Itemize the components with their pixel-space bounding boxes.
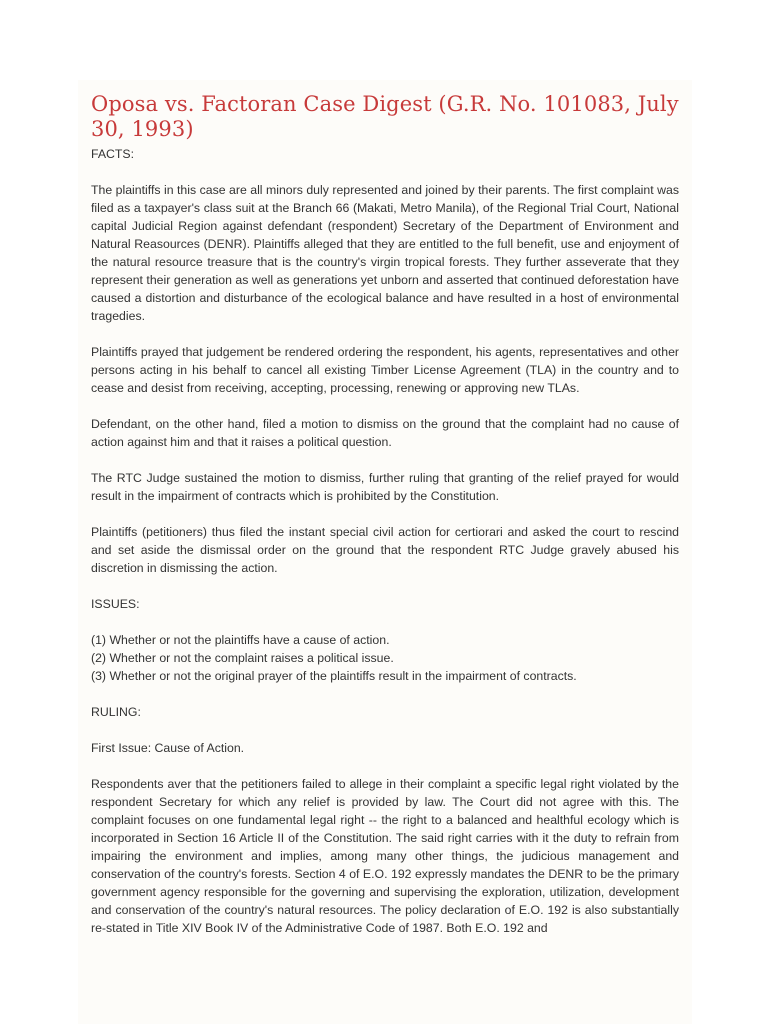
document-page — [78, 80, 692, 1024]
facts-paragraph-3: Defendant, on the other hand, filed a motion to dismiss on the ground that the complaint had no cause of action against him and that it raises a political question. — [91, 417, 679, 449]
first-issue-heading: First Issue: Cause of Action. — [91, 741, 245, 755]
facts-paragraph-1: The plaintiffs in this case are all minors duly represented and joined by their parents. The first complaint was filed as a taxpayer's class suit at the Branch 66 (Makati, Metro Manila), of the Regional Trial Court, National capital Judicial Region against defendant (respondent) Secretary of the Department of Environment and Natural Reasources (DENR). Plaintiffs alleged that they are entitled to the full benefit, use and enjoyment of the natural resource treasure that is the country's virgin tropical forests. They further asseverate that they represent their generation as well as generations yet unborn and asserted that continued deforestation have caused a distortion and disturbance of the ecological balance and have resulted in a host of environmental tragedies. — [91, 183, 679, 323]
ruling-paragraph: Respondents aver that the petitioners failed to allege in their complaint a specific legal right violated by the respondent Secretary for which any relief is provided by law. The Court did not agree with this. The complaint focuses on one fundamental legal right -- the right to a balanced and healthful ecology which is incorporated in Section 16 Article II of the Constitution. The said right carries with it the duty to refrain from impairing the environment and implies, among many other things, the judicious management and conservation of the country's forests. Section 4 of E.O. 192 expressly mandates the DENR to be the primary government agency responsible for the governing and supervising the exploration, utilization, development and conservation of the country's natural resources. The policy declaration of E.O. 192 is also substantially re-stated in Title XIV Book IV of the Administrative Code of 1987. Both E.O. 192 and — [91, 777, 679, 935]
facts-paragraph-2: Plaintiffs prayed that judgement be rendered ordering the respondent, his agents, representatives and other persons acting in his behalf to cancel all existing Timber License Agreement (TLA) in the country and to cease and desist from receiving, accepting, processing, renewing or approving new TLAs. — [91, 345, 679, 395]
issues-heading: ISSUES: — [91, 597, 140, 611]
facts-heading: FACTS: — [91, 147, 135, 161]
facts-paragraph-4: The RTC Judge sustained the motion to dismiss, further ruling that granting of the relief prayed for would result in the impairment of contracts which is prohibited by the Constitution. — [91, 471, 679, 503]
document-content — [78, 80, 692, 937]
issue-item-1: (1) Whether or not the plaintiffs have a cause of action. — [91, 633, 390, 647]
issue-item-3: (3) Whether or not the original prayer of the plaintiffs result in the impairment of contracts. — [91, 669, 577, 683]
facts-paragraph-5: Plaintiffs (petitioners) thus filed the instant special civil action for certiorari and asked the court to rescind and set aside the dismissal order on the ground that the respondent RTC Judge gravely abused his discretion in dismissing the action. — [91, 525, 679, 575]
ruling-heading: RULING: — [91, 705, 141, 719]
document-title: Oposa vs. Factoran Case Digest (G.R. No. 101083, July 30, 1993) — [91, 92, 679, 141]
issue-item-2: (2) Whether or not the complaint raises a political issue. — [91, 651, 394, 665]
